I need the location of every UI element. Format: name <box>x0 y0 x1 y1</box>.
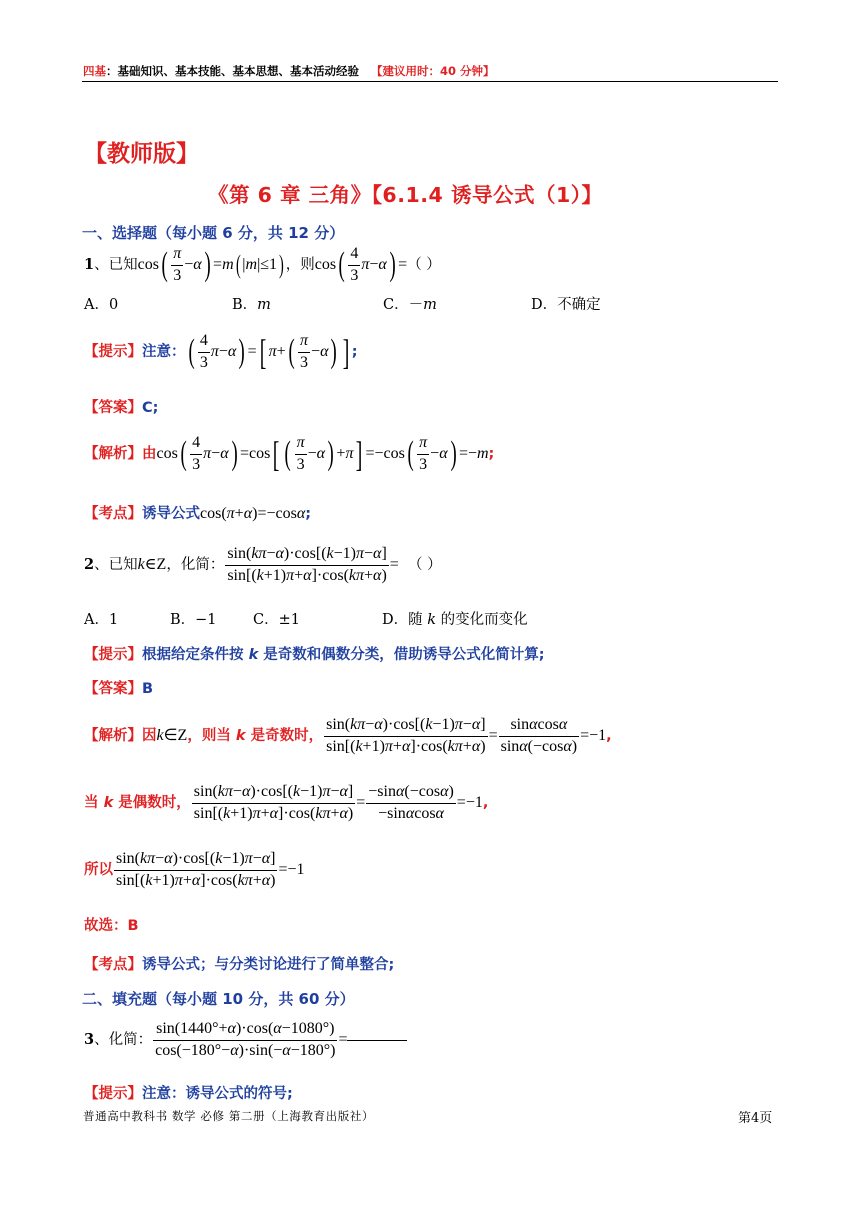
q2-answer-value: B <box>142 681 154 697</box>
q2-hint-label: 【提示】 <box>84 647 142 663</box>
q1-point-text: 诱导公式 <box>142 506 200 522</box>
q1-point-label: 【考点】 <box>84 506 142 522</box>
q2-option-c: C．±1 <box>253 612 300 628</box>
q1-stem-a: 、已知 <box>94 256 138 273</box>
q2-analysis-even: 当 k 是偶数时， $\frac{\sin(k\pi-\alpha)\cdot\cos[(k-1)\pi-\alpha]}{\sin[(k+1)\pi+\alpha]\cdot\cos(k\pi+\alpha)}$ = $\frac{-\sin\alpha(-\cos\alpha)}{-\sin\alpha\cos\alpha}$ =−1, <box>84 783 489 822</box>
section-heading-2: 二、填充题（每小题 10 分，共 60 分） <box>82 990 355 1008</box>
q1-answer-value: C <box>142 400 153 416</box>
q1-blank: （ ） <box>407 256 441 273</box>
page-header <box>83 63 495 79</box>
q2-analysis-label: 【解析】 <box>84 728 142 744</box>
header-topics: ：基础知识、基本技能、基本思想、基本活动经验 <box>106 64 359 78</box>
footer-book: 普通高中教科书 数学 必修 第二册（上海教育出版社） <box>83 1109 375 1123</box>
q2-even-expr: $\frac{\sin(k\pi-\alpha)\cdot\cos[(k-1)\pi-\alpha]}{\sin[(k+1)\pi+\alpha]\cdot\cos(k\pi+\alpha)}$ = $\frac{-\sin\alpha(-\cos\alpha)}{-\sin\alpha\cos\alpha}$ =−1 <box>193 783 483 822</box>
q1-hint-text: 注意： <box>142 344 186 360</box>
q1-hint: 【提示】注意：( $\frac{4}{3}$ π−α) =[ π+( $\frac{\pi}{3}$ −α) ] ; <box>84 332 358 373</box>
q1-stem <box>84 246 441 285</box>
q2-option-b: B．−1 <box>170 612 217 628</box>
q1-hint-expr: ( $\frac{4}{3}$ π−α) =[ π+( $\frac{\pi}{3}$ −α) ] <box>188 332 350 373</box>
q2-answer-label: 【答案】 <box>84 681 142 697</box>
title-section: 【6.1.4 诱导公式（1）】 <box>371 183 603 207</box>
q2-hint-tail: 是奇数和偶数分类，借助诱导公式化简计算; <box>263 647 545 663</box>
q1-option-d: D．不确定 <box>531 297 601 313</box>
header-divider <box>82 81 778 82</box>
q2-option-d: D．随 k 的变化而变化 <box>382 612 528 628</box>
q2-odd-expr: $\frac{\sin(k\pi-\alpha)\cdot\cos[(k-1)\pi-\alpha]}{\sin[(k+1)\pi+\alpha]\cdot\cos(k\pi+\alpha)}$ = $\frac{\sin\alpha\cos\alpha}{\sin\alpha(-\cos\alpha)}$ =−1 <box>326 716 607 755</box>
q2-choose: 故选：B <box>84 918 139 934</box>
q1-hint-label: 【提示】 <box>84 344 142 360</box>
q1-analysis-expr: cos( $\frac{4}{3}$ π−α) =cos[ ( $\frac{\pi}{3}$ −α) +π] =−cos( $\frac{\pi}{3}$ −α) =−m <box>156 434 489 475</box>
q1-answer: 【答案】C; <box>84 400 159 416</box>
q1-target-expr: cos( $\frac{4}{3}$ π−α) = <box>314 245 408 284</box>
q2-blank: （ ） <box>408 557 442 573</box>
q1-number: 1 <box>84 255 95 273</box>
q1-answer-label: 【答案】 <box>84 400 142 416</box>
header-prefix: 四基 <box>83 64 106 78</box>
q1-option-c: C．－m <box>383 297 437 313</box>
q1-option-b: B．m <box>232 297 271 313</box>
q1-analysis: 【解析】由cos( $\frac{4}{3}$ π−α) =cos[ ( $\frac{\pi}{3}$ −α) +π] =−cos( $\frac{\pi}{3}$ −α) =−m; <box>84 434 495 475</box>
q1-stem-b: ，则 <box>285 256 315 273</box>
q2-stem: 2、已知k∈Z，化简： $\frac{\sin(k\pi-\alpha)\cdot\cos[(k-1)\pi-\alpha]}{\sin[(k+1)\pi+\alpha]\cdot\cos(k\pi+\alpha)}$ = （ ） <box>84 544 442 584</box>
q3-hint-label: 【提示】 <box>84 1086 142 1102</box>
q3-hint-text: 注意：诱导公式的符号; <box>142 1086 293 1102</box>
q1-point: 【考点】诱导公式cos(π+α)=−cosα; <box>84 505 312 522</box>
q1-point-formula: cos(π+α)=−cosα <box>200 505 306 522</box>
q3-expression: $\frac{\sin(1440^\circ+\alpha)\cdot\cos(\alpha-1080^\circ)}{\cos(-180^\circ-\alpha)\cdot\sin(-\alpha-180^\circ)}$ <box>155 1019 336 1059</box>
q1-option-a: A．0 <box>84 297 119 313</box>
header-time: 【建议用时：40 分钟】 <box>371 64 495 78</box>
q2-expression: $\frac{\sin(k\pi-\alpha)\cdot\cos[(k-1)\pi-\alpha]}{\sin[(k+1)\pi+\alpha]\cdot\cos(k\pi+\alpha)}$ <box>227 544 387 584</box>
q2-conclusion: 所以 $\frac{\sin(k\pi-\alpha)\cdot\cos[(k-1)\pi-\alpha]}{\sin[(k+1)\pi+\alpha]\cdot\cos(k\pi+\alpha)}$ =−1 <box>84 850 305 889</box>
q3-stem-text: 、化简： <box>94 1032 153 1048</box>
q2-hint: 【提示】根据给定条件按 k 是奇数和偶数分类，借助诱导公式化简计算; <box>84 647 545 663</box>
q1-analysis-label: 【解析】 <box>84 446 142 462</box>
q2-analysis-odd: 【解析】因k∈Z，则当 k 是奇数时， $\frac{\sin(k\pi-\alpha)\cdot\cos[(k-1)\pi-\alpha]}{\sin[(k+1)\pi+\alpha]\cdot\cos(k\pi+\alpha)}$ = $\frac{\sin\alpha\cos\alpha}{\sin\alpha(-\cos\alpha)}$ =−1, <box>84 716 612 755</box>
q2-stem-a: 、已知 <box>94 557 138 573</box>
page-title <box>208 178 602 208</box>
q1-analysis-text: 由 <box>142 446 157 462</box>
edition-label: 【教师版】 <box>84 141 199 167</box>
q2-option-a: A．1 <box>84 612 119 628</box>
q2-number: 2 <box>84 556 95 573</box>
q1-given-expr: cos( $\frac{\pi}{3}$ −α) =m( |m|≤1) <box>137 245 284 284</box>
q2-hint-text: 根据给定条件按 <box>142 647 244 663</box>
q2-point-text: 诱导公式；与分类讨论进行了简单整合; <box>142 957 395 973</box>
q2-stem-b: ，化简： <box>166 557 225 573</box>
q3-hint <box>84 1082 293 1103</box>
q2-point <box>84 953 394 974</box>
q2-point-label: 【考点】 <box>84 957 142 973</box>
q2-answer <box>84 677 153 698</box>
title-chapter: 《第 6 章 三角》 <box>208 183 372 207</box>
q3-stem: 3、化简： $\frac{\sin(1440^\circ+\alpha)\cdot\cos(\alpha-1080^\circ)}{\cos(-180^\circ-\alpha)\cdot\sin(-\alpha-180^\circ)}$ = <box>84 1014 407 1066</box>
section-heading-1: 一、选择题（每小题 6 分，共 12 分） <box>82 224 345 242</box>
q2-condition: k∈Z <box>137 556 167 573</box>
q2-conclusion-expr: $\frac{\sin(k\pi-\alpha)\cdot\cos[(k-1)\pi-\alpha]}{\sin[(k+1)\pi+\alpha]\cdot\cos(k\pi+\alpha)}$ =−1 <box>116 850 305 889</box>
q3-blank[interactable] <box>347 1040 407 1041</box>
q3-number: 3 <box>84 1031 95 1048</box>
page-number: 第4页 <box>738 1111 773 1126</box>
